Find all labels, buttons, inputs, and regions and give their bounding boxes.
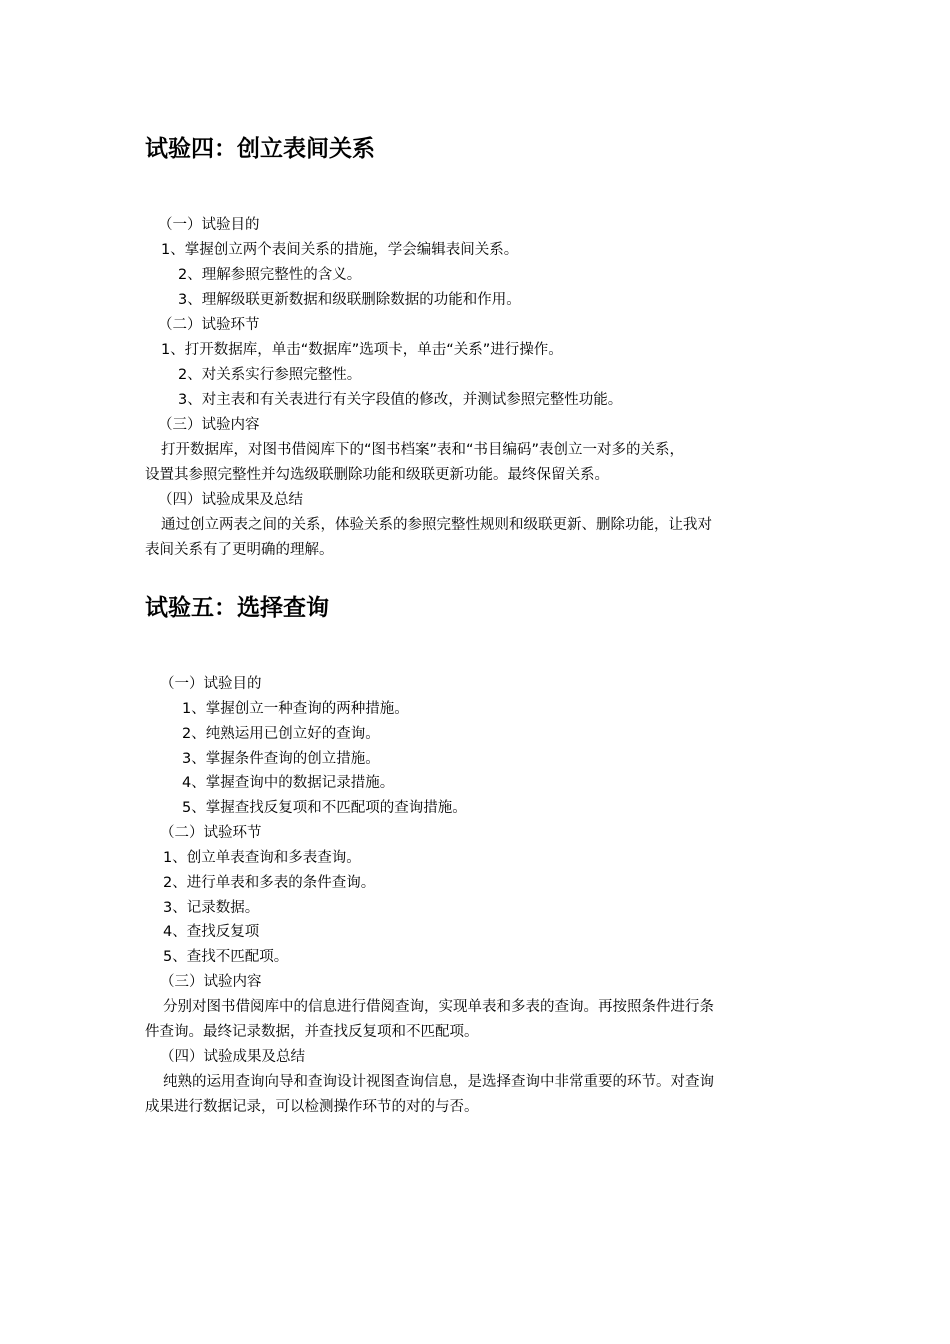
section-5-purpose-heading: （一）试验目的	[160, 676, 262, 692]
section-4-steps-heading: （二）试验环节	[158, 317, 260, 333]
section-4-purpose-item-3: 3、理解级联更新数据和级联删除数据的功能和作用。	[178, 292, 521, 308]
section-4-results-text-2: 表间关系有了更明确的理解。	[145, 542, 334, 558]
section-5-content-text-2: 件查询。最终记录数据，并查找反复项和不匹配项。	[145, 1024, 479, 1040]
section-5-title: 试验五：选择查询	[145, 595, 329, 621]
section-5-purpose-item-4: 4、掌握查询中的数据记录措施。	[182, 775, 395, 791]
section-4-content-heading: （三）试验内容	[158, 417, 260, 433]
section-4-title: 试验四：创立表间关系	[145, 136, 375, 162]
section-4-steps-item-3: 3、对主表和有关表进行有关字段值的修改，并测试参照完整性功能。	[178, 392, 623, 408]
section-4-steps-item-1: 1、打开数据库，单击“数据库”选项卡，单击“关系”进行操作。	[161, 342, 563, 358]
section-5-steps-item-4: 4、查找反复项	[163, 924, 260, 940]
section-5-purpose-item-1: 1、掌握创立一种查询的两种措施。	[182, 701, 409, 717]
section-5-steps-item-5: 5、查找不匹配项。	[163, 949, 289, 965]
section-5-purpose-item-3: 3、掌握条件查询的创立措施。	[182, 751, 380, 767]
section-4-purpose-heading: （一）试验目的	[158, 217, 260, 233]
section-5-purpose-item-2: 2、纯熟运用已创立好的查询。	[182, 726, 380, 742]
section-5-steps-heading: （二）试验环节	[160, 825, 262, 841]
section-5-results-text-2: 成果进行数据记录，可以检测操作环节的对的与否。	[145, 1099, 479, 1115]
section-4-purpose-item-1: 1、掌握创立两个表间关系的措施，学会编辑表间关系。	[161, 242, 519, 258]
section-4-results-text-1: 通过创立两表之间的关系，体验关系的参照完整性规则和级联更新、删除功能，让我对	[161, 517, 712, 533]
section-5-purpose-item-5: 5、掌握查找反复项和不匹配项的查询措施。	[182, 800, 467, 816]
section-4-content-text-1: 打开数据库，对图书借阅库下的“图书档案”表和“书目编码”表创立一对多的关系，	[161, 442, 685, 458]
section-5-steps-item-3: 3、记录数据。	[163, 900, 260, 916]
section-4-purpose-item-2: 2、理解参照完整性的含义。	[178, 267, 362, 283]
section-5-results-text-1: 纯熟的运用查询向导和查询设计视图查询信息，是选择查询中非常重要的环节。对查询	[163, 1074, 714, 1090]
section-5-steps-item-2: 2、进行单表和多表的条件查询。	[163, 875, 376, 891]
section-4-steps-item-2: 2、对关系实行参照完整性。	[178, 367, 362, 383]
section-5-results-heading: （四）试验成果及总结	[160, 1049, 305, 1065]
section-4-content-text-2: 设置其参照完整性并勾选级联删除功能和级联更新功能。最终保留关系。	[145, 467, 609, 483]
section-5-steps-item-1: 1、创立单表查询和多表查询。	[163, 850, 361, 866]
section-5-content-text-1: 分别对图书借阅库中的信息进行借阅查询，实现单表和多表的查询。再按照条件进行条	[163, 999, 714, 1015]
section-4-results-heading: （四）试验成果及总结	[158, 492, 303, 508]
section-5-content-heading: （三）试验内容	[160, 974, 262, 990]
